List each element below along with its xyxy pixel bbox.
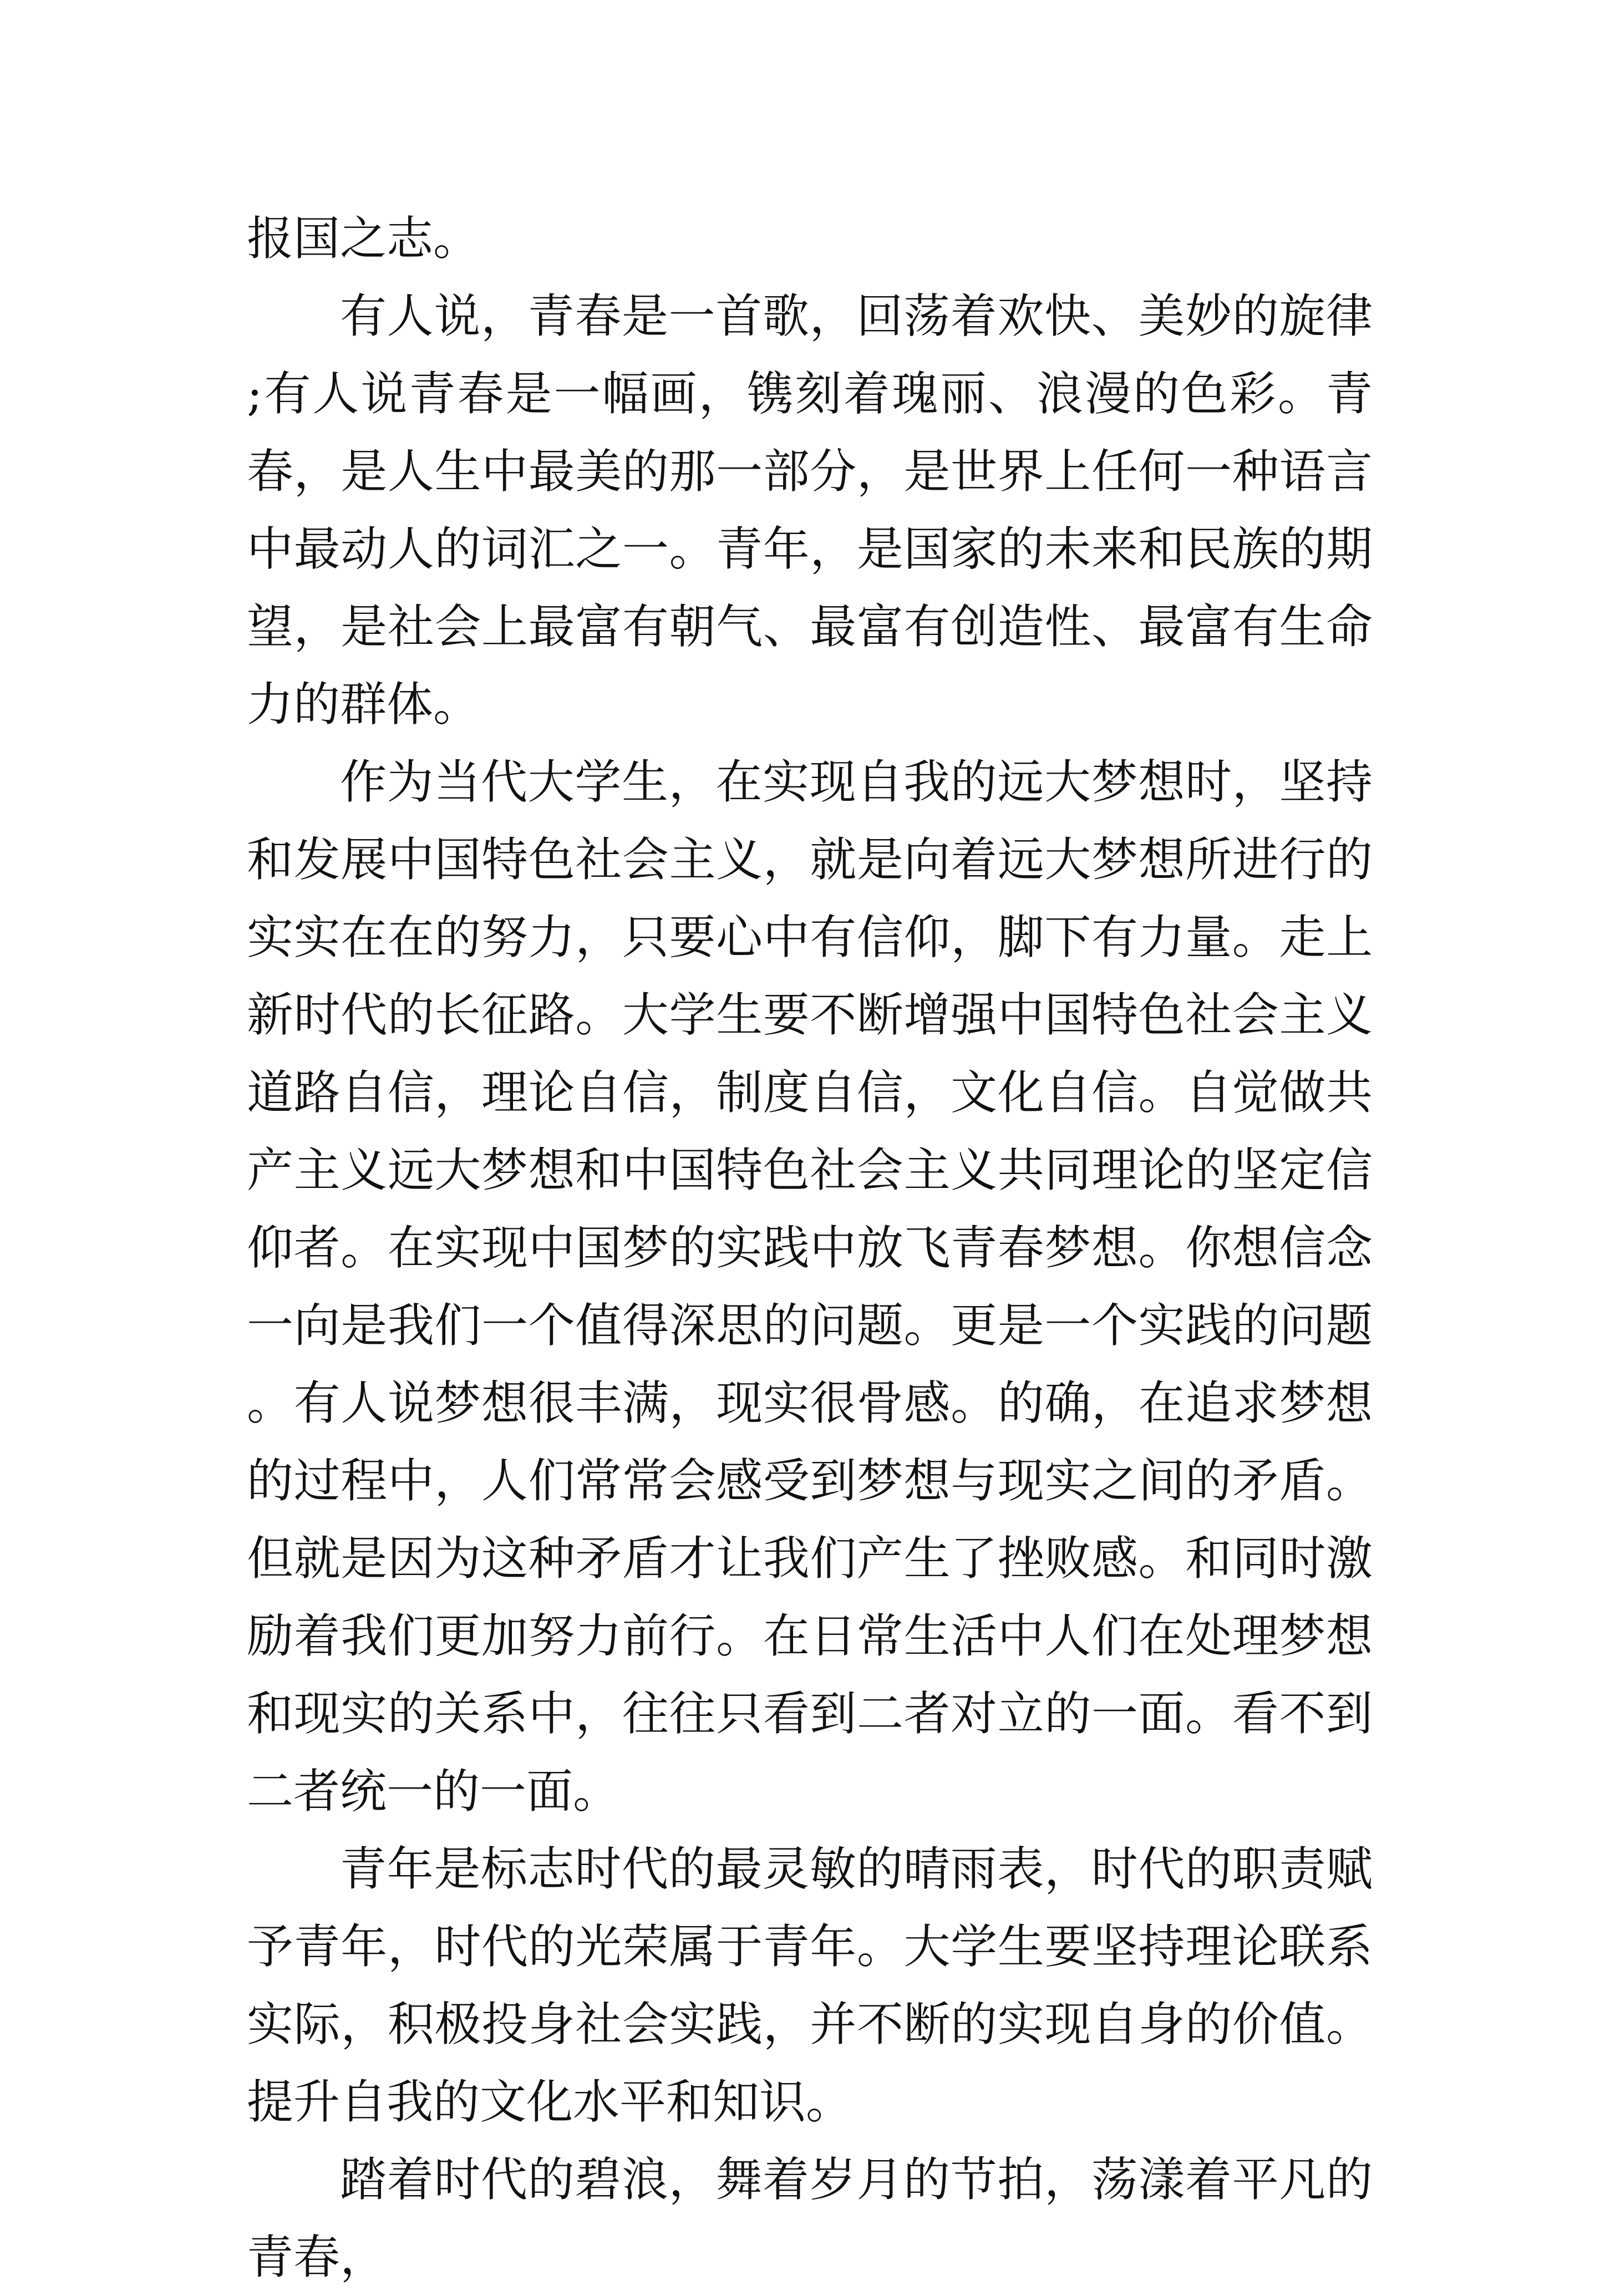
paragraph-1: 报国之志。	[247, 211, 480, 266]
paragraph-2: 有人说，青春是一首歌，回荡着欢快、美妙的旋律;有人说青春是一幅画，镌刻着瑰丽、浪漫的色彩。青春，是人生中最美的那一部分，是世界上任何一种语言中最动人的词汇之一。青年，是国家的未来和民族的期望，是社会上最富有朝气、最富有创造性、最富有生命力的群体。	[247, 289, 1373, 732]
document-body	[247, 200, 1373, 2296]
paragraph-5: 踏着时代的碧浪，舞着岁月的节拍，荡漾着平凡的青春，	[247, 2152, 1373, 2284]
paragraph-4: 青年是标志时代的最灵敏的晴雨表，时代的职责赋予青年，时代的光荣属于青年。大学生要坚持理论联系实际，积极投身社会实践，并不断的实现自身的价值。提升自我的文化水平和知识。	[247, 1842, 1373, 2129]
paragraph-3: 作为当代大学生，在实现自我的远大梦想时，坚持和发展中国特色社会主义，就是向着远大梦想所进行的实实在在的努力，只要心中有信仰，脚下有力量。走上新时代的长征路。大学生要不断增强中国特色社会主义道路自信，理论自信，制度自信，文化自信。自觉做共产主义远大梦想和中国特色社会主义共同理论的坚定信仰者。在实现中国梦的实践中放飞青春梦想。你想信念一向是我们一个值得深思的问题。更是一个实践的问题。有人说梦想很丰满，现实很骨感。的确，在追求梦想的过程中，人们常常会感受到梦想与现实之间的矛盾。但就是因为这种矛盾才让我们产生了挫败感。和同时激励着我们更加努力前行。在日常生活中人们在处理梦想和现实的关系中，往往只看到二者对立的一面。看不到二者统一的一面。	[247, 755, 1373, 1818]
